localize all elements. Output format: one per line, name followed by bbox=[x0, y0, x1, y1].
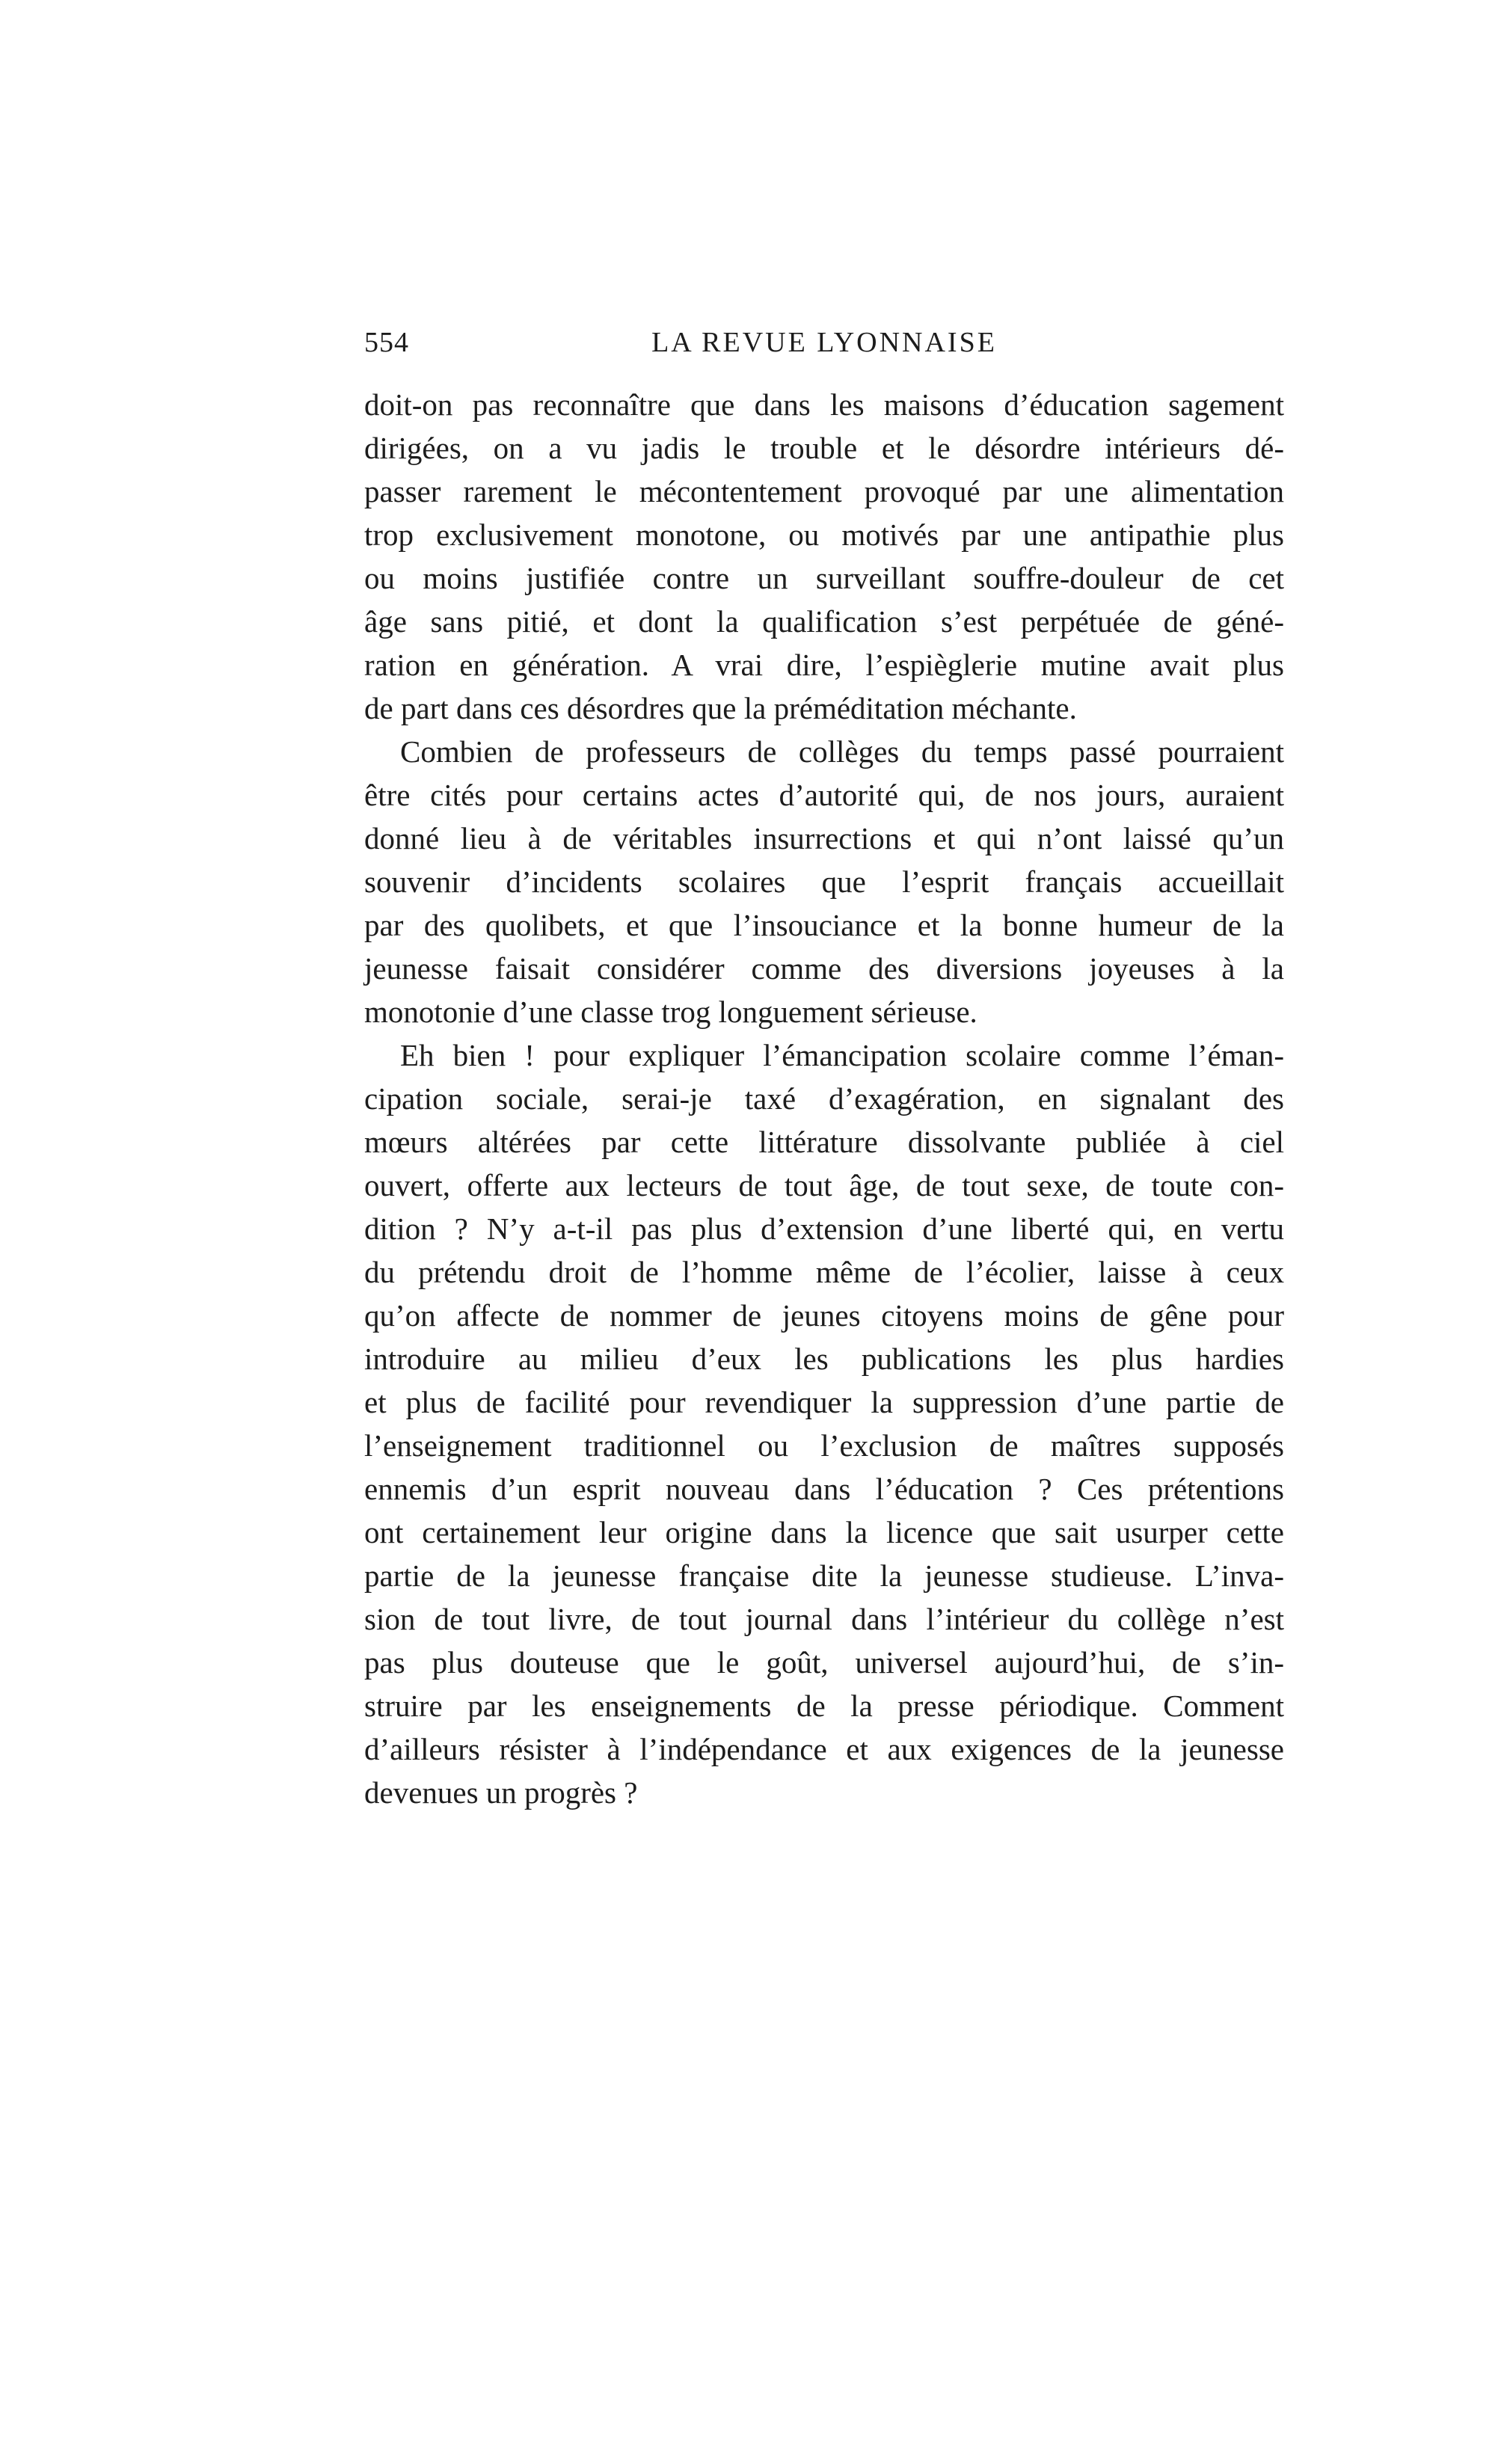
text-line: âge sans pitié, et dont la qualification s’est perpétuée de géné- bbox=[364, 604, 1284, 639]
text-line: et plus de facilité pour revendiquer la suppression d’une partie de bbox=[364, 1385, 1284, 1419]
paragraph bbox=[364, 1033, 1284, 1814]
text-line: pas plus douteuse que le goût, universel aujourd’hui, de s’in- bbox=[364, 1645, 1284, 1680]
text-line: être cités pour certains actes d’autorité qui, de nos jours, auraient bbox=[364, 778, 1284, 812]
text-line: ou moins justifiée contre un surveillant souffre-douleur de cet bbox=[364, 561, 1284, 595]
text-line: ration en génération. A vrai dire, l’espièglerie mutine avait plus bbox=[364, 648, 1284, 682]
text-line: d’ailleurs résister à l’indépendance et aux exigences de la jeunesse bbox=[364, 1732, 1284, 1766]
text-line: de part dans ces désordres que la préméditation méchante. bbox=[364, 691, 1077, 725]
text-line: du prétendu droit de l’homme même de l’écolier, laisse à ceux bbox=[364, 1255, 1284, 1289]
text-line: souvenir d’incidents scolaires que l’esprit français accueillait bbox=[364, 864, 1284, 899]
running-head bbox=[364, 320, 1284, 365]
text-line: dirigées, on a vu jadis le trouble et le désordre intérieurs dé- bbox=[364, 431, 1284, 465]
text-line: Eh bien ! pour expliquer l’émancipation scolaire comme l’éman- bbox=[400, 1038, 1284, 1072]
text-line: introduire au milieu d’eux les publications les plus hardies bbox=[364, 1342, 1284, 1376]
text-line: sion de tout livre, de tout journal dans l’intérieur du collège n’est bbox=[364, 1602, 1284, 1636]
paragraph bbox=[364, 383, 1284, 730]
text-line: ont certainement leur origine dans la licence que sait usurper cette bbox=[364, 1515, 1284, 1549]
text-line: dition ? N’y a-t-il pas plus d’extension d’une liberté qui, en vertu bbox=[364, 1211, 1284, 1246]
text-line: trop exclusivement monotone, ou motivés par une antipathie plus bbox=[364, 517, 1284, 552]
text-line: mœurs altérées par cette littérature dissolvante publiée à ciel bbox=[364, 1125, 1284, 1159]
text-line: cipation sociale, serai-je taxé d’exagération, en signalant des bbox=[364, 1081, 1284, 1116]
running-title: LA REVUE LYONNAISE bbox=[651, 327, 997, 358]
text-line: struire par les enseignements de la presse périodique. Comment bbox=[364, 1689, 1284, 1723]
text-line: jeunesse faisait considérer comme des diversions joyeuses à la bbox=[364, 951, 1284, 986]
text-line: monotonie d’une classe trog longuement sérieuse. bbox=[364, 995, 977, 1029]
text-line: ouvert, offerte aux lecteurs de tout âge, de tout sexe, de toute con- bbox=[364, 1168, 1284, 1202]
body-text bbox=[364, 383, 1284, 1814]
text-line: partie de la jeunesse française dite la jeunesse studieuse. L’inva- bbox=[364, 1558, 1284, 1593]
text-line: l’enseignement traditionnel ou l’exclusion de maîtres supposés bbox=[364, 1428, 1284, 1463]
text-line: doit-on pas reconnaître que dans les maisons d’éducation sagement bbox=[364, 387, 1284, 422]
page-number: 554 bbox=[364, 327, 409, 358]
paragraph bbox=[364, 730, 1284, 1033]
text-line: ennemis d’un esprit nouveau dans l’éducation ? Ces prétentions bbox=[364, 1472, 1284, 1506]
text-line: Combien de professeurs de collèges du temps passé pourraient bbox=[400, 734, 1284, 769]
text-line: devenues un progrès ? bbox=[364, 1775, 638, 1810]
text-line: par des quolibets, et que l’insouciance et la bonne humeur de la bbox=[364, 908, 1284, 942]
text-line: passer rarement le mécontentement provoqué par une alimentation bbox=[364, 474, 1284, 509]
text-line: qu’on affecte de nommer de jeunes citoyens moins de gêne pour bbox=[364, 1298, 1284, 1333]
text-line: donné lieu à de véritables insurrections et qui n’ont laissé qu’un bbox=[364, 821, 1284, 855]
